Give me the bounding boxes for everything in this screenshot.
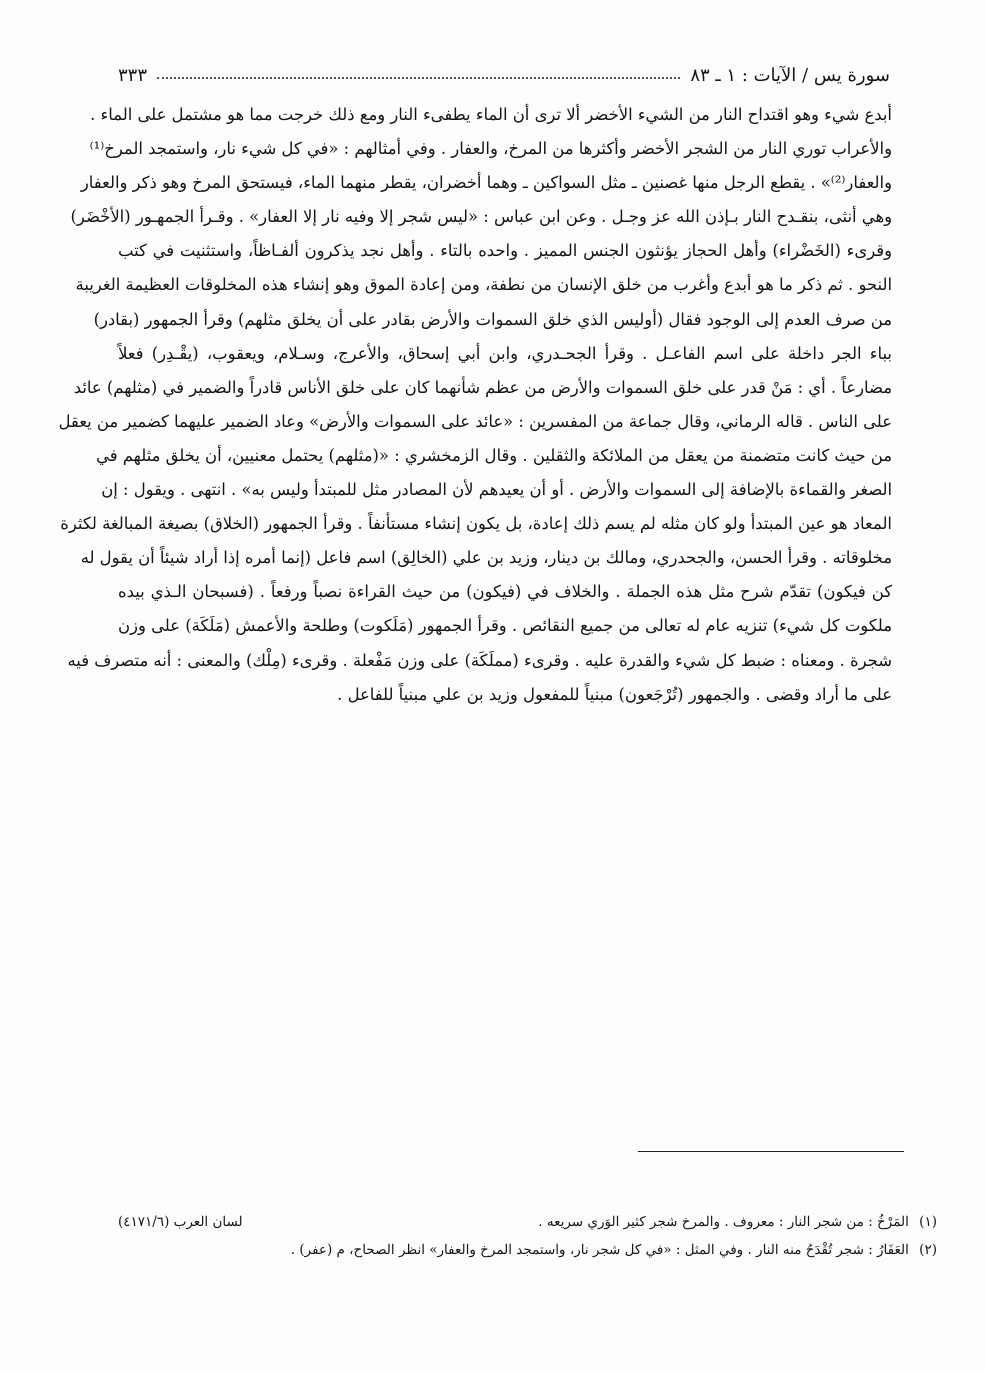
- body-line: النحو . ثم ذكر ما هو أبدع وأغرب من خلق الإنسان من نطفة، ومن إعادة الموق وهو إنشاء هذه المخلوقات العظيمة الغريبة: [75, 275, 892, 295]
- body-text: [58, 98, 892, 712]
- running-head: [118, 62, 890, 88]
- footnote-text: العَفَارُ : شجر تُقْدَحُ منه النار . وفي المثل : «في كل شجر نار، واستمجد المرخ والعفار» انظر الصحاح، م (عفر) .: [290, 1242, 909, 1258]
- chapter-reference: سورة يس / الآيات : ١ ـ ٨٣: [690, 64, 890, 86]
- footnote-2: [118, 1236, 937, 1264]
- body-line: ملكوت كل شيء) تنزيه عام له تعالى من جميع النقائص . وقرأ الجمهور (مَلَكوت) وطلحة والأعمش (مَلَكَة) على وزن: [118, 616, 892, 636]
- body-line: كن فيكون) تقدّم شرح مثل هذه الجملة . والخلاف في (فيكون) من حيث القراءة نصباً ورفعاً . (فسبحان الـذي بيده: [118, 582, 892, 602]
- dotted-leader: [157, 77, 680, 79]
- footnote-separator: [638, 1151, 904, 1152]
- body-line: الصغر والقماءة بالإضافة إلى السموات والأرض . أو أن يعيدهم لأن المصادر مثل للمبتدأ وليس به» . انتهى . ويقول : إن: [101, 480, 892, 500]
- body-line: وهي أنثى، بنقـدح النار بـإذن الله عز وجـل . وعن ابن عباس : «ليس شجر إلا وفيه نار إلا العفار» . وقـرأ الجمهـور (الأخْضَر): [70, 207, 892, 227]
- footnote-number: (٢): [919, 1242, 937, 1258]
- body-line: شجرة . ومعناه : ضبط كل شيء والقدرة عليه . وقرىء (مملَكَة) على وزن مَفْعلة . وقرىء (مِلْك) والمعنى : أنه متصرف فيه: [67, 650, 892, 670]
- body-line: وقرىء (الخَضْراء) وأهل الحجاز يؤنثون الجنس المميز . واحده بالتاء . وأهل نجد يذكرون ألفـاظاً، واستثنيت في كتب: [118, 241, 892, 261]
- body-line: على ما أراد وقضى . والجمهور (تُرْجَعون) مبنياً للمفعول وزيد بن علي مبنياً للفاعل .: [337, 684, 892, 704]
- body-line: من صرف العدم إلى الوجود فقال (أوليس الذي خلق السموات والأرض بقادر على أن يخلق مثلهم) وقرأ الجمهور (بقادر): [93, 309, 892, 329]
- body-line: من حيث كانت متضمنة من يعقل من الملائكة والثقلين . وقال الزمخشري : «(مثلهم) يحتمل معنيين، أن يخلق مثلهم في: [96, 445, 892, 465]
- footnote-number: (١): [919, 1214, 937, 1230]
- body-line: مخلوقاته . وقرأ الحسن، والجحدري، ومالك بن دينار، وزيد بن علي (الخالِق) اسم فاعل (إنما أمره إذا أراد شيئاً أن يقول له: [80, 548, 892, 568]
- footnote-source: لسان العرب (٤١٧١/٦): [118, 1214, 243, 1230]
- body-line: مضارعاً . أي : مَنْ قدر على خلق السموات والأرض من عظم شأنهما كان على خلق الأناس قادراً والضمير في (مثلهم) عائد: [73, 377, 892, 397]
- body-line: والأعراب توري النار من الشجر الأخضر وأكثرها من المرخ، والعفار . وفي أمثالهم : «في كل شيء نار، واستمجد المرخ⁽¹⁾: [89, 139, 892, 159]
- body-line: بباء الجر داخلة على اسم الفاعـل . وقرأ الجحـدري، وابن أبي إسحاق، والأعرج، وسـلام، ويعقوب، (يقْـدِر) فعلاً: [118, 343, 892, 363]
- footnote-1: [118, 1208, 937, 1236]
- footnotes: [118, 1208, 937, 1264]
- body-line: على الناس . قاله الرماني، وقال جماعة من المفسرين : «عائد على السموات والأرض» وعاد الضمير عليهما كضمير من يعقل: [58, 411, 892, 431]
- body-line: والعفار⁽²⁾» . يقطع الرجل منها غصنين ـ مثل السواكين ـ وهما أخضران، يقطر منهما الماء، فيستحق المرخ وهو ذكر والعفار: [80, 173, 892, 193]
- body-line: المعاد هو عين المبتدأ ولو كان مثله لم يسم ذلك إعادة، بل يكون إنشاء مستأنفاً . وقرأ الجمهور (الخلاق) بصيغة المبالغة لكثرة: [60, 514, 892, 534]
- body-line: أبدع شيء وهو اقتداح النار من الشيء الأخضر ألا ترى أن الماء يطفىء النار ومع ذلك خرجت مما هو مشتمل على الماء .: [90, 105, 892, 124]
- footnote-text: المَرْخُ : من شجر النار : معروف . والمرخ شجر كثير الوَري سريعه .: [538, 1214, 909, 1230]
- page-number: ٣٣٣: [118, 64, 148, 86]
